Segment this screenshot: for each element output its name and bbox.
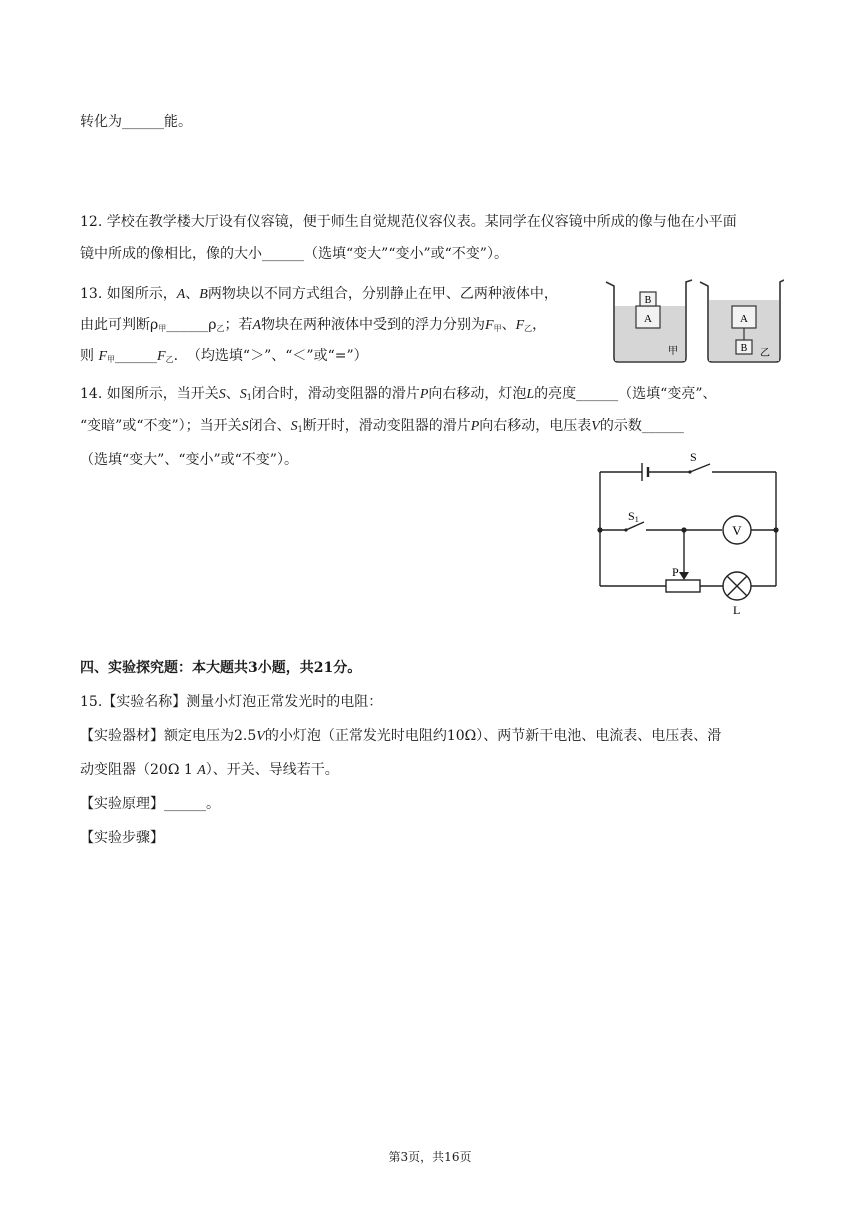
label-b-yi: B [740, 343, 748, 354]
label-v: V [732, 523, 742, 538]
label-jia: 甲 [668, 346, 678, 357]
q15-line3: 动变阻器（20Ω 1 A）、开关、导线若干。 [80, 762, 339, 778]
answer-blank: ______ [122, 114, 164, 130]
q11-tail: 转化为______能。 [80, 114, 192, 130]
slider-arrow [679, 572, 689, 580]
section-4-heading: 四、实验探究题：本大题共3小题，共21分。 [80, 660, 362, 676]
q14-line2: “变暗”或“不变”）；当开关S闭合、$S_1$断开时，滑动变阻器的滑片P向右移动，电压表V的示数______ [80, 418, 684, 434]
answer-blank: ______ [641, 418, 684, 434]
rheostat [666, 580, 700, 592]
q13-line1: 13. 如图所示，A、B两物块以不同方式组合，分别静止在甲、乙两种液体中， [80, 286, 558, 302]
label-b-jia: B [644, 295, 652, 306]
q12-line1: 12. 学校在教学楼大厅设有仪容镜，便于师生自觉规范仪容仪表。某同学在仪容镜中所成的像与他在小平面 [80, 214, 737, 230]
q14-line1: 14. 如图所示，当开关S、$S_1$闭合时，滑动变阻器的滑片P向右移动，灯泡L的亮度______（选填“变亮”、 [80, 386, 717, 402]
q15-line5: 【实验步骤】 [80, 830, 164, 846]
q15-line1: 15.【实验名称】测量小灯泡正常发光时的电阻： [80, 694, 383, 710]
q15-line2: 【实验器材】额定电压为2.5V的小灯泡（正常发光时电阻约10Ω）、两节新干电池、电流表、电压表、滑 [80, 728, 722, 744]
junction-center [681, 527, 686, 532]
label-s: S [690, 452, 697, 464]
label-a-yi: A [740, 313, 748, 325]
answer-blank: ______ [115, 348, 158, 364]
switch-s-pivot [688, 470, 691, 473]
answer-blank: ______ [576, 386, 619, 402]
circuit-figure [592, 452, 788, 618]
answer-blank: ______ [164, 796, 206, 812]
q15-line4: 【实验原理】______。 [80, 796, 220, 812]
label-p: P [672, 565, 679, 579]
switch-s1-pivot [624, 528, 627, 531]
answer-blank: ______ [262, 246, 304, 262]
q13-line2: 由此可判断$\rho_甲\_\_\_\_\_\_\rho_乙$；若A物块在两种液体中受到的浮力分别为$F_甲$、$F_乙$， [80, 317, 547, 333]
q14-line3: （选填“变大”、“变小”或“不变”）。 [80, 452, 298, 468]
label-a-jia: A [644, 313, 652, 325]
page-number: 第3页，共16页 [388, 1150, 472, 1164]
q13-line3: 则 $F_甲\_\_\_\_\_\_F_乙$. （均选填“＞”、“＜”或“=”） [80, 348, 368, 364]
label-s1: S1 [628, 509, 639, 524]
junction-left [597, 527, 602, 532]
label-l: L [733, 603, 741, 617]
q12-line2: 镜中所成的像相比，像的大小______（选填“变大”“变小”或“不变”）。 [80, 246, 508, 262]
label-yi: 乙 [760, 348, 770, 359]
beaker-figure [604, 278, 784, 366]
answer-blank: ______ [166, 317, 209, 333]
switch-s-blade [690, 464, 710, 472]
junction-right [773, 527, 778, 532]
